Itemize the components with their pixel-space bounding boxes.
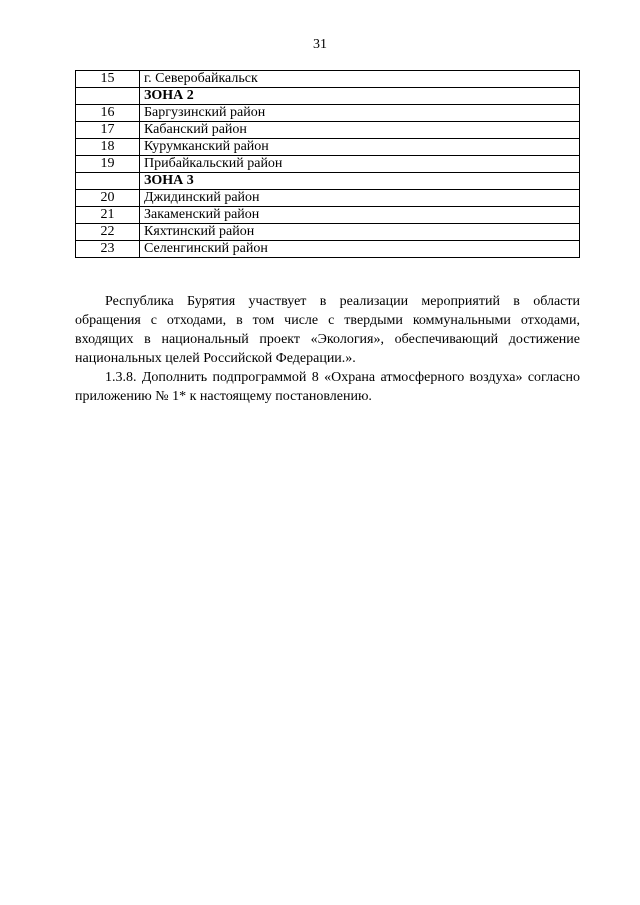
paragraph-amendment: 1.3.8. Дополнить подпрограммой 8 «Охрана атмосферного воздуха» согласно приложению № 1* к настоящему постановлению. <box>75 370 580 404</box>
zone-header-row <box>76 88 580 105</box>
row-number: 23 <box>76 241 140 258</box>
table-body <box>76 71 580 258</box>
district-name: Закаменский район <box>140 207 580 224</box>
district-name: Кяхтинский район <box>140 224 580 241</box>
district-name: Баргузинский район <box>140 105 580 122</box>
row-number: 21 <box>76 207 140 224</box>
table-row <box>76 105 580 122</box>
table-row <box>76 224 580 241</box>
table-row <box>76 241 580 258</box>
zone-title: ЗОНА 3 <box>140 173 580 190</box>
table-row <box>76 207 580 224</box>
row-number: 17 <box>76 122 140 139</box>
row-number: 16 <box>76 105 140 122</box>
table-row <box>76 122 580 139</box>
district-name: г. Северобайкальск <box>140 71 580 88</box>
district-name: Прибайкальский район <box>140 156 580 173</box>
row-number <box>76 88 140 105</box>
body-text <box>75 292 580 406</box>
paragraph-participation: Республика Бурятия участвует в реализации мероприятий в области обращения с отходами, в том числе с твердыми коммунальными отходами, входящих в национальный проект «Экология», обеспечивающий достижение национальных целей Российской Федерации.». <box>75 294 580 366</box>
row-number <box>76 173 140 190</box>
table-row <box>76 156 580 173</box>
district-name: Джидинский район <box>140 190 580 207</box>
district-name: Кабанский район <box>140 122 580 139</box>
zone-title: ЗОНА 2 <box>140 88 580 105</box>
table-row <box>76 190 580 207</box>
district-name: Селенгинский район <box>140 241 580 258</box>
row-number: 18 <box>76 139 140 156</box>
row-number: 15 <box>76 71 140 88</box>
table-row <box>76 139 580 156</box>
row-number: 19 <box>76 156 140 173</box>
row-number: 20 <box>76 190 140 207</box>
districts-table <box>75 70 580 258</box>
table-row <box>76 71 580 88</box>
page-number: 31 <box>313 37 327 52</box>
row-number: 22 <box>76 224 140 241</box>
district-name: Курумканский район <box>140 139 580 156</box>
zone-header-row <box>76 173 580 190</box>
